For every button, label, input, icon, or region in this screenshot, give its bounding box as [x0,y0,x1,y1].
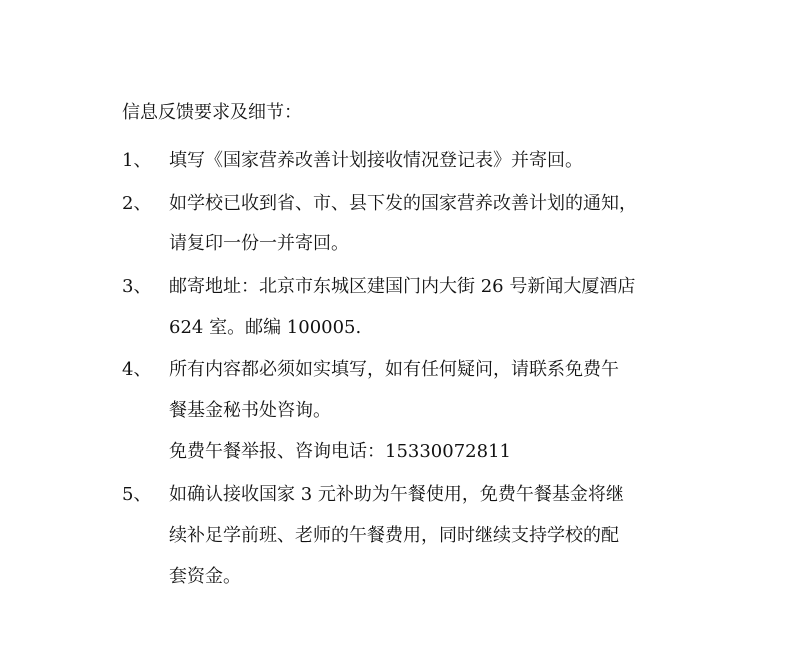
item-4-line-2: 餐基金秘书处咨询。 [169,400,331,421]
item-3-line-2: 624 室。邮编 100005. [169,317,362,338]
item-4-number: 4、 [122,359,152,380]
item-3-line-1: 邮寄地址：北京市东城区建国门内大街 26 号新闻大厦酒店 [169,276,636,297]
hotline-line: 免费午餐举报、咨询电话：15330072811 [169,441,511,462]
item-1-line-1: 填写《国家营养改善计划接收情况登记表》并寄回。 [169,150,583,171]
item-2-number: 2、 [122,193,152,214]
item-5-number: 5、 [122,484,152,505]
item-2-line-1: 如学校已收到省、市、县下发的国家营养改善计划的通知， [169,193,637,214]
item-4-line-1: 所有内容都必须如实填写，如有任何疑问，请联系免费午 [169,359,619,380]
item-2-line-2: 请复印一份一并寄回。 [169,233,349,254]
section-heading: 信息反馈要求及细节： [122,102,302,123]
item-5-line-2: 续补足学前班、老师的午餐费用，同时继续支持学校的配 [169,525,619,546]
item-3-number: 3、 [122,276,152,297]
item-5-line-1: 如确认接收国家 3 元补助为午餐使用，免费午餐基金将继 [169,484,624,505]
item-1-number: 1、 [122,150,152,171]
item-5-line-3: 套资金。 [169,566,241,587]
